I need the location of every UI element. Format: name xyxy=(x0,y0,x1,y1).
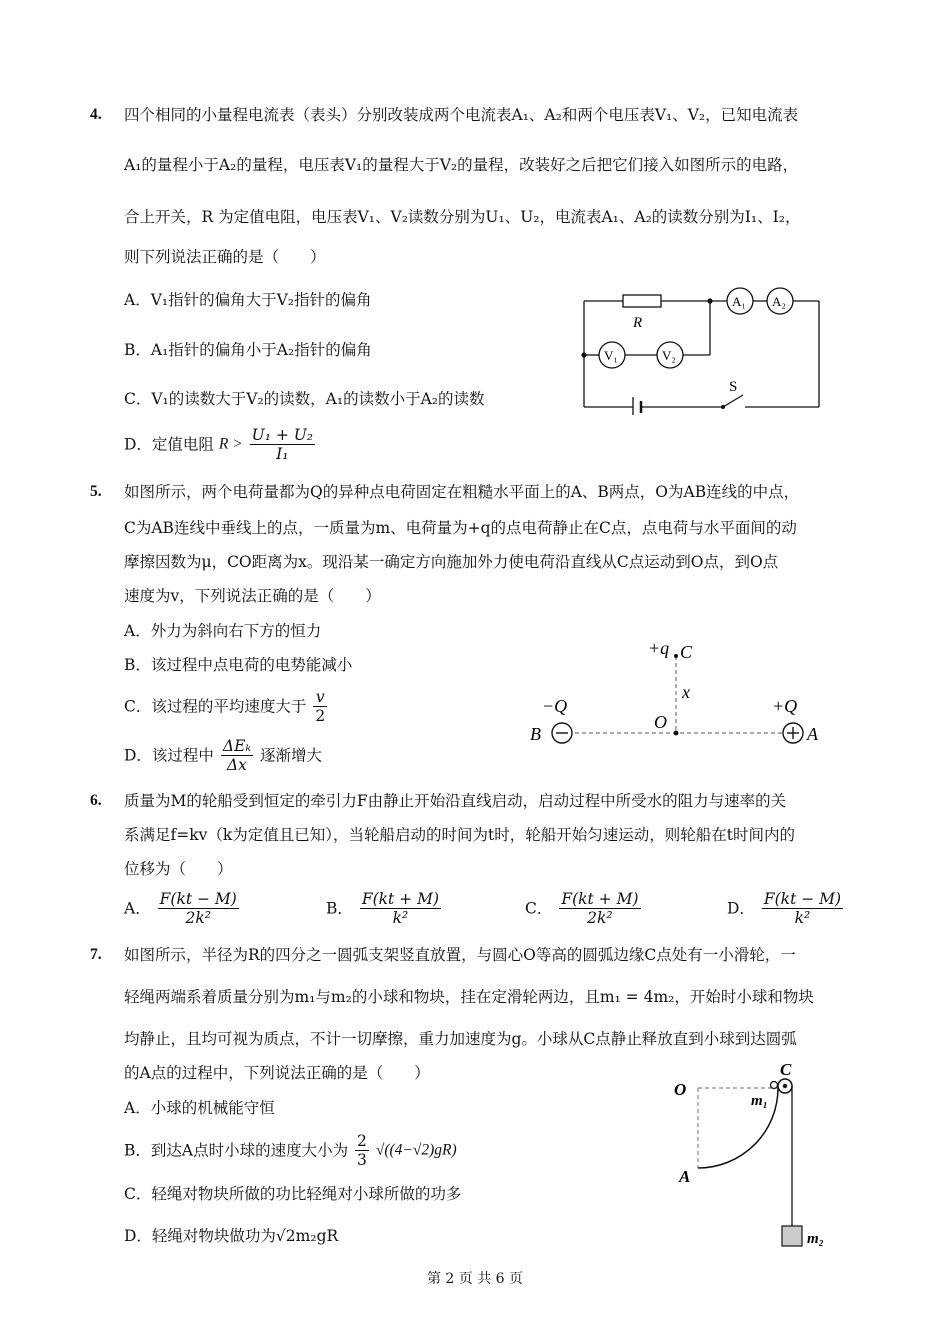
q5-d-fraction xyxy=(221,737,253,774)
q6-c-denominator: 2k² xyxy=(587,909,613,927)
q5-stem-line3: 摩擦因数为μ，CO距离为x。现沿某一确定方向施加外力使电荷沿直线从C点运动到O点，到O点 xyxy=(124,553,779,571)
q6-d-numerator: F(kt − M) xyxy=(763,890,842,908)
q5-d-prefix: D．该过程中 xyxy=(124,746,214,765)
q4-option-d[interactable] xyxy=(124,426,317,463)
q4-stem-line3: 合上开关，R 为定值电阻，电压表V₁、V₂读数分别为U₁、U₂，电流表A₁、A₂的读数分别为I₁、I₂， xyxy=(124,208,801,226)
q6-b-label: B． xyxy=(326,899,353,918)
q6-stem-line2: 系满足f=kv（k为定值且已知），当轮船启动的时间为t时，轮船开始匀速运动，则轮船在t时间内的 xyxy=(124,826,795,844)
label-B: B xyxy=(530,724,541,744)
q7-option-a[interactable]: A．小球的机械能守恒 xyxy=(124,1099,275,1117)
q4-stem-line2: A₁的量程小于A₂的量程，电压表V₁的量程大于V₂的量程，改装好之后把它们接入如图所示的电路， xyxy=(124,156,799,174)
q6-option-b[interactable] xyxy=(326,890,443,927)
q4-d-numerator: U₁ + U₂ xyxy=(251,426,314,444)
q5-c-denominator: 2 xyxy=(315,707,326,725)
q5-c-fraction xyxy=(313,688,327,725)
label-O: O xyxy=(674,1080,687,1099)
q6-d-label: D． xyxy=(727,899,755,918)
question-number-4: 4. xyxy=(90,106,102,123)
q6-option-a[interactable] xyxy=(124,890,241,927)
q7-b-denominator: 3 xyxy=(357,1151,367,1169)
q4-d-relation: R > xyxy=(218,435,243,453)
label-minus-Q: −Q xyxy=(542,696,568,716)
q7-b-fraction xyxy=(355,1132,369,1169)
q6-c-label: C． xyxy=(525,899,553,918)
q7-option-d[interactable]: D．轻绳对物块做功为√2m₂gR xyxy=(124,1227,339,1245)
q6-b-numerator: F(kt + M) xyxy=(361,890,440,908)
label-O: O xyxy=(654,712,667,732)
q5-option-c[interactable] xyxy=(124,688,329,725)
q5-option-b[interactable]: B．该过程中点电荷的电势能减小 xyxy=(124,656,353,674)
label-A: A xyxy=(807,724,818,744)
q7-option-b[interactable] xyxy=(124,1132,457,1169)
label-m2: m₂ xyxy=(807,1231,824,1247)
q4-option-a[interactable]: A．V₁指针的偏角大于V₂指针的偏角 xyxy=(124,291,372,309)
q4-stem-line4: 则下列说法正确的是（ ） xyxy=(124,248,326,266)
label-x: x xyxy=(682,682,690,702)
q5-c-numerator: v xyxy=(313,688,327,707)
q6-a-denominator: 2k² xyxy=(185,909,211,927)
q6-stem-line3: 位移为（ ） xyxy=(124,860,233,878)
q5-d-suffix: 逐渐增大 xyxy=(259,746,322,765)
label-V1: V₁ xyxy=(604,348,618,363)
q5-option-a[interactable]: A．外力为斜向右下方的恒力 xyxy=(124,622,322,640)
q5-charges-diagram xyxy=(520,630,830,750)
q4-d-denominator: I₁ xyxy=(276,445,289,463)
label-A2: A₂ xyxy=(772,294,786,309)
label-m1: m₁ xyxy=(751,1093,768,1109)
q7-arc-pulley-diagram xyxy=(668,1055,843,1255)
label-plus-Q: +Q xyxy=(772,696,798,716)
q4-stem-line1: 四个相同的小量程电流表（表头）分别改装成两个电流表A₁、A₂和两个电压表V₁、V₂，已知电流表 xyxy=(124,106,799,124)
q5-c-prefix: C．该过程的平均速度大于 xyxy=(124,697,307,716)
q6-option-d[interactable] xyxy=(727,890,845,927)
q5-stem-line1: 如图所示，两个电荷量都为Q的异种点电荷固定在粗糙水平面上的A、B两点，O为AB连线的中点， xyxy=(124,483,800,501)
q4-option-c[interactable]: C．V₁的读数大于V₂的读数，A₁的读数小于A₂的读数 xyxy=(124,390,485,408)
q5-stem-line2: C为AB连线中垂线上的点，一质量为m、电荷量为+q的点电荷静止在C点，点电荷与水平面间的动 xyxy=(124,519,797,537)
q5-stem-line4: 速度为v，下列说法正确的是（ ） xyxy=(124,587,381,605)
q7-b-numerator: 2 xyxy=(357,1132,367,1150)
block-m2-icon xyxy=(782,1226,802,1246)
label-C: C xyxy=(680,642,693,662)
q6-b-denominator: k² xyxy=(392,909,409,927)
q6-a-numerator: F(kt − M) xyxy=(159,890,237,908)
label-plus-q: +q xyxy=(648,638,670,658)
q6-c-numerator: F(kt + M) xyxy=(561,890,639,908)
q4-option-b[interactable]: B．A₁指针的偏角小于A₂指针的偏角 xyxy=(124,341,372,359)
q7-option-c[interactable]: C．轻绳对物块所做的功比轻绳对小球所做的功多 xyxy=(124,1185,462,1203)
q6-d-denominator: k² xyxy=(794,909,811,927)
q7-stem-line3: 均静止，且均可视为质点，不计一切摩擦，重力加速度为g。小球从C点静止释放直到小球到达圆弧 xyxy=(124,1030,797,1048)
label-C: C xyxy=(780,1060,792,1079)
label-V2: V₂ xyxy=(662,348,676,363)
label-A: A xyxy=(679,1167,691,1186)
q5-d-numerator: ΔEₖ xyxy=(222,737,252,755)
junction-dot-top xyxy=(707,298,712,303)
label-A1: A₁ xyxy=(732,294,746,309)
q4-d-fraction xyxy=(250,426,315,463)
ball-m1-icon xyxy=(771,1082,778,1089)
q7-stem-line4: 的A点的过程中，下列说法正确的是（ ） xyxy=(124,1064,430,1082)
q4-d-prefix: D．定值电阻 xyxy=(124,435,214,454)
switch-pivot xyxy=(721,405,725,409)
q7-stem-line2: 轻绳两端系着质量分别为m₁与m₂的小球和物块，挂在定滑轮两边，且m₁ = 4m₂，开始时小球和物块 xyxy=(124,988,814,1006)
q6-a-label: A． xyxy=(124,899,151,918)
question-number-7: 7. xyxy=(90,946,102,963)
q5-d-denominator: Δx xyxy=(226,756,247,774)
junction-dot-left xyxy=(581,352,586,357)
q6-stem-line1: 质量为M的轮船受到恒定的牵引力F由静止开始沿直线启动，启动过程中所受水的阻力与速率的关 xyxy=(124,792,787,810)
q7-b-root: √((4−√2)gR) xyxy=(375,1141,457,1159)
q5-option-d[interactable] xyxy=(124,737,322,774)
q7-b-prefix: B．到达A点时小球的速度大小为 xyxy=(124,1141,349,1160)
point-O-dot xyxy=(674,731,679,736)
question-number-6: 6. xyxy=(90,792,102,809)
point-C-dot xyxy=(674,654,678,658)
q7-stem-line1: 如图所示，半径为R的四分之一圆弧支架竖直放置，与圆心O等高的圆弧边缘C点处有一小滑轮，一 xyxy=(124,946,796,964)
q4-circuit-diagram xyxy=(575,285,825,415)
label-R: R xyxy=(633,315,643,331)
label-S: S xyxy=(729,379,738,395)
question-number-5: 5. xyxy=(90,483,102,500)
page-footer: 第 2 页 共 6 页 xyxy=(426,1271,524,1287)
q6-option-c[interactable] xyxy=(525,890,643,927)
